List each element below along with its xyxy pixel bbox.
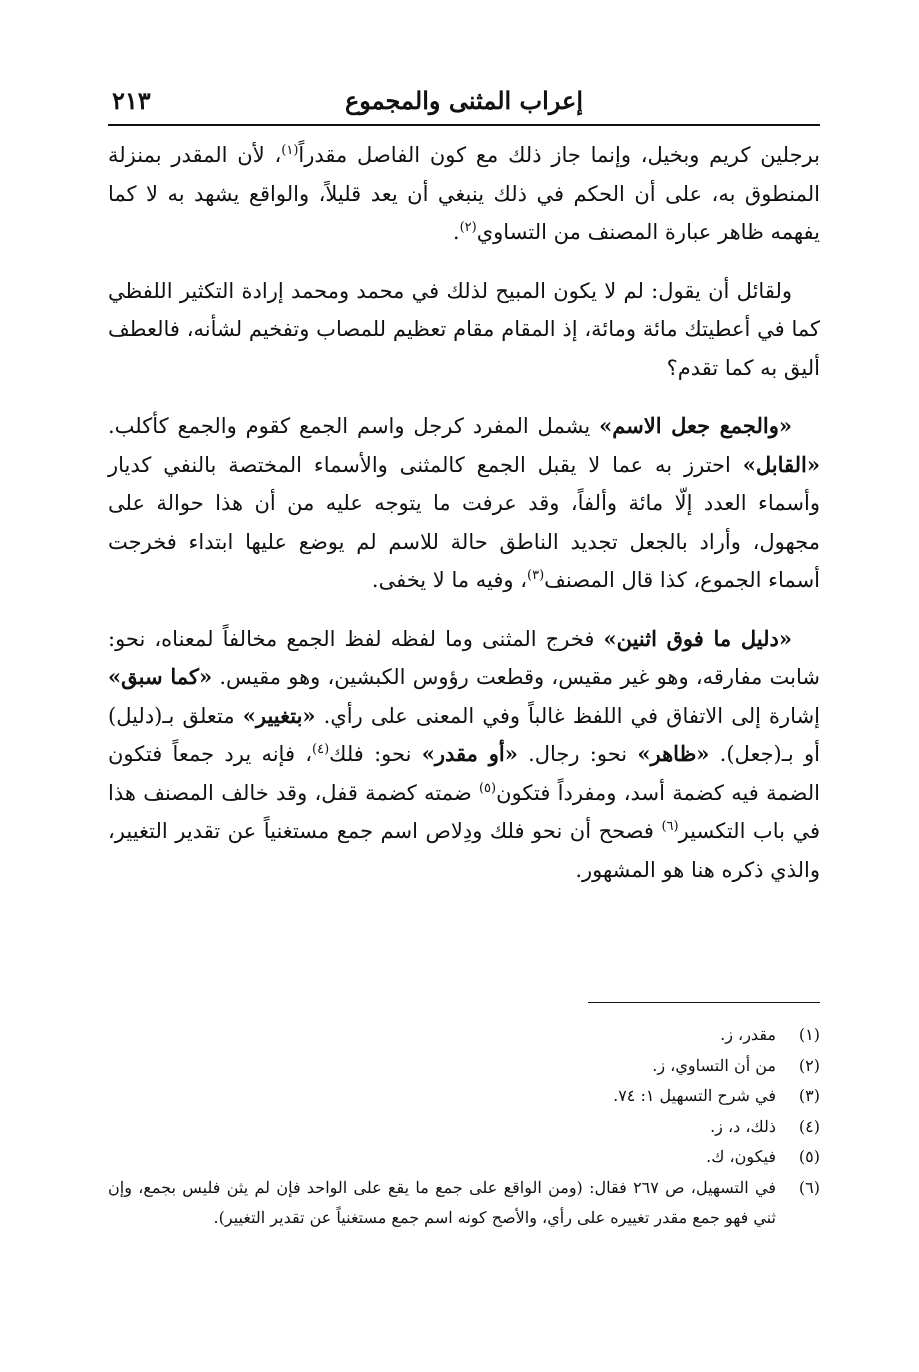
text-run: ، وفيه ما لا يخفى. [371,568,528,592]
footnote-4 [108,1112,820,1143]
footnote-ref-6: (٦) [661,819,679,834]
quoted-term: «دليل ما فوق اثنين» [603,625,792,651]
footnote-divider [588,1002,820,1003]
footnote-1 [108,1020,820,1051]
footnote-text: من أن التساوي، ز. [652,1055,776,1075]
footnote-text: مقدر، ز. [720,1025,776,1044]
footnote-2 [108,1051,820,1082]
text-run: ولقائل أن يقول: لم لا يكون المبيح لذلك في محمد ومحمد إرادة التكثير اللفظي كما في أعطيتك مائة ومائة، إذ المقام مقام تعظيم للمصاب وتفخيم لشأنه، فالعطف أليق به كما تقدم؟ [108,278,820,380]
footnote-ref-1: (١) [281,143,299,158]
footnote-text: في التسهيل، ص ٢٦٧ فقال: (ومن الواقع على جمع ما يقع على الواحد فإن لم يثن فليس بجمع، وإن ثني فهو جمع مقدر تغييره على رأي، والأصح كونه اسم جمع مستغنياً عن تقدير التغيير). [108,1177,776,1227]
text-run: متعلق بـ(دليل) أو بـ(جعل). [108,703,820,766]
text-run: إشارة إلى الاتفاق في اللفظ غالباً وفي المعنى على رأي. [315,703,820,728]
footnote-ref-2: (٢) [459,220,477,235]
text-run: ، فإنه يرد جمعاً فتكون الضمة فيه كضمة أسد، ومفرداً فتكون [108,742,820,805]
paragraph-3 [108,407,820,600]
text-run: فخرج المثنى وما لفظه لفظ الجمع مخالفاً لمعناه، نحو: شابت مفارقه، وهو غير مقيس، وقطعت رؤوس الكبشين، وهو مقيس. [108,626,821,689]
text-run: نحو: رجال. [517,742,638,766]
running-header [108,80,820,126]
quoted-term: «والجمع جعل الاسم» [599,413,792,438]
footnote-text: فيكون، ك. [706,1147,776,1166]
footnote-number: (١) [798,1025,820,1044]
footnote-ref-4: (٤) [312,742,330,757]
footnote-3 [108,1081,820,1112]
footnote-number: (٣) [798,1086,820,1105]
footnote-ref-3: (٣) [527,568,545,583]
book-page [108,80,820,1340]
text-run: ضمته كضمة قفل، وقد خالف المصنف هذا في باب التكسير [108,780,820,843]
footnotes [108,1020,820,1234]
paragraph-2 [108,272,820,388]
paragraph-4 [108,620,820,890]
paragraph-1 [108,136,820,252]
text-run: فصحح أن نحو فلك ودِلاص اسم جمع مستغنياً عن تقدير التغيير، والذي ذكره هنا هو المشهور. [108,819,820,882]
text-run: يشمل المفرد كرجل واسم الجمع كقوم والجمع كأكلب. [108,414,600,438]
footnote-number: (٢) [798,1055,820,1075]
footnote-number: (٥) [798,1147,820,1166]
text-run: برجلين كريم وبخيل، وإنما جاز ذلك مع كون الفاصل مقدراً [298,143,820,167]
quoted-term: «القابل» [742,451,820,477]
quoted-term: «كما سبق» [108,664,213,689]
footnote-text: ذلك، د، ز. [710,1116,776,1136]
text-run: احترز به عما لا يقبل الجمع كالمثنى والأسماء المختصة بالنفي كديار وأسماء العدد إلّا مائة وألفاً، وقد عرفت ما يتوجه عليه من أن هذا حوالة على مجهول، وأراد بالجعل تجديد الناطق حالة للاسم لم يوضع عليها ابتداء فخرجت أسماء الجموع، كذا قال المصنف [108,452,820,592]
footnote-5 [108,1142,820,1173]
quoted-term: «أو مقدر» [421,741,518,766]
quoted-term: «ظاهر» [637,741,710,766]
footnote-number: (٦) [798,1177,820,1197]
quoted-term: «بتغيير» [242,702,316,728]
footnote-number: (٤) [798,1116,820,1136]
page-number: ٢١٣ [112,86,151,115]
text-run: ، لأن المقدر بمنزلة المنطوق به، على أن الحكم في ذلك ينبغي أن يعد قليلاً، والواقع يشهد به لا كما يفهمه ظاهر عبارة المصنف من التساوي [108,143,820,244]
text-run: . [452,220,460,244]
body-text [108,136,820,889]
footnote-6 [108,1173,820,1234]
running-title: إعراب المثنى والمجموع [344,86,584,115]
footnote-ref-5: (٥) [478,780,497,796]
text-run: نحو: فلك [329,742,422,766]
footnote-text: في شرح التسهيل ١: ٧٤. [613,1086,776,1105]
